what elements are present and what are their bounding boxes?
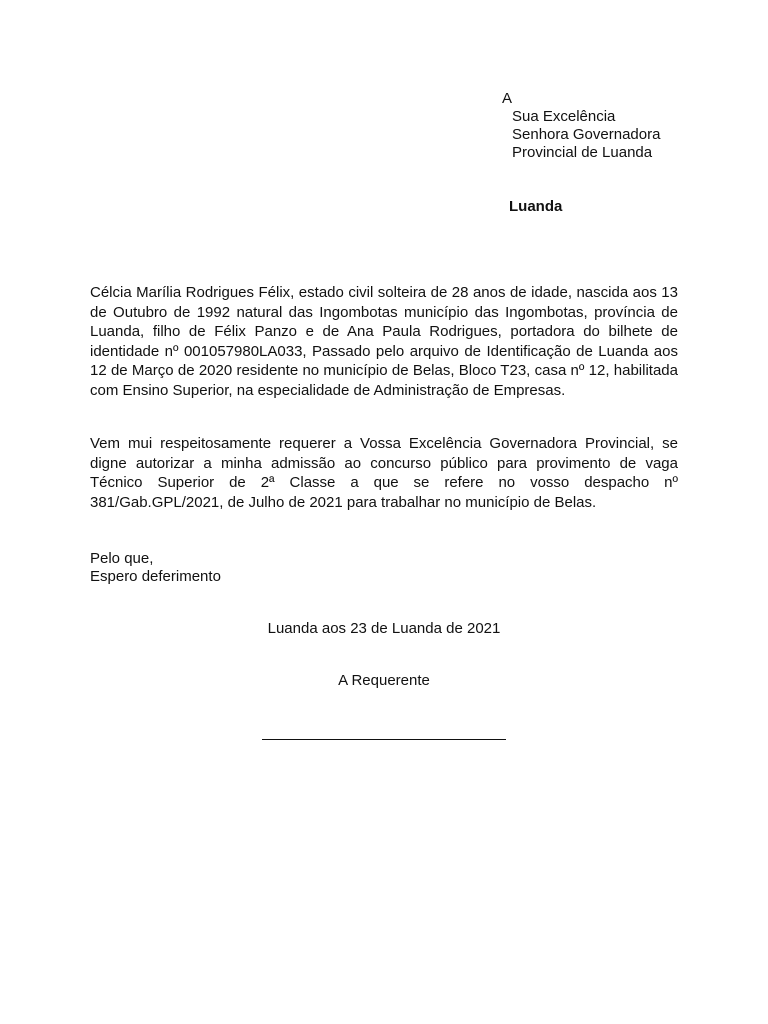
date-line: Luanda aos 23 de Luanda de 2021 [267,620,501,637]
addressee-line-2: Sua Excelência [512,108,616,125]
addressee-block [502,90,660,162]
body-paragraph-1: Célcia Marília Rodrigues Félix, estado civil solteira de 28 anos de idade, nascida aos 13 de Outubro de 1992 natural das Ingombotas município das Ingombotas, província de Luanda, filho de Félix Panzo e de Ana Paula Rodrigues, portadora do bilhete de identidade nº 001057980LA033, Passado pelo arquivo de Identificação de Luanda aos 12 de Março de 2020 residente no município de Belas, Bloco T23, casa nº 12, habilitada com Ensino Superior, na especialidade de Administração de Empresas. [90,284,678,399]
city-heading: Luanda [509,198,563,215]
closing-block [90,550,221,586]
closing-line-2: Espero deferimento [90,568,221,585]
addressee-line-3: Senhora Governadora [512,126,661,143]
body-paragraph-2: Vem mui respeitosamente requerer a Vossa Excelência Governadora Provincial, se digne autorizar a minha admissão ao concurso público para provimento de vaga Técnico Superior de 2ª Classe a que se refere no vosso despacho nº 381/Gab.GPL/2021, de Julho de 2021 para trabalhar no município de Belas. [90,435,678,511]
signatory-label: A Requerente [338,672,430,689]
addressee-line-1: A [502,90,513,107]
addressee-line-4: Provincial de Luanda [512,144,653,161]
closing-line-1: Pelo que, [90,550,154,567]
signature-line [262,739,506,740]
